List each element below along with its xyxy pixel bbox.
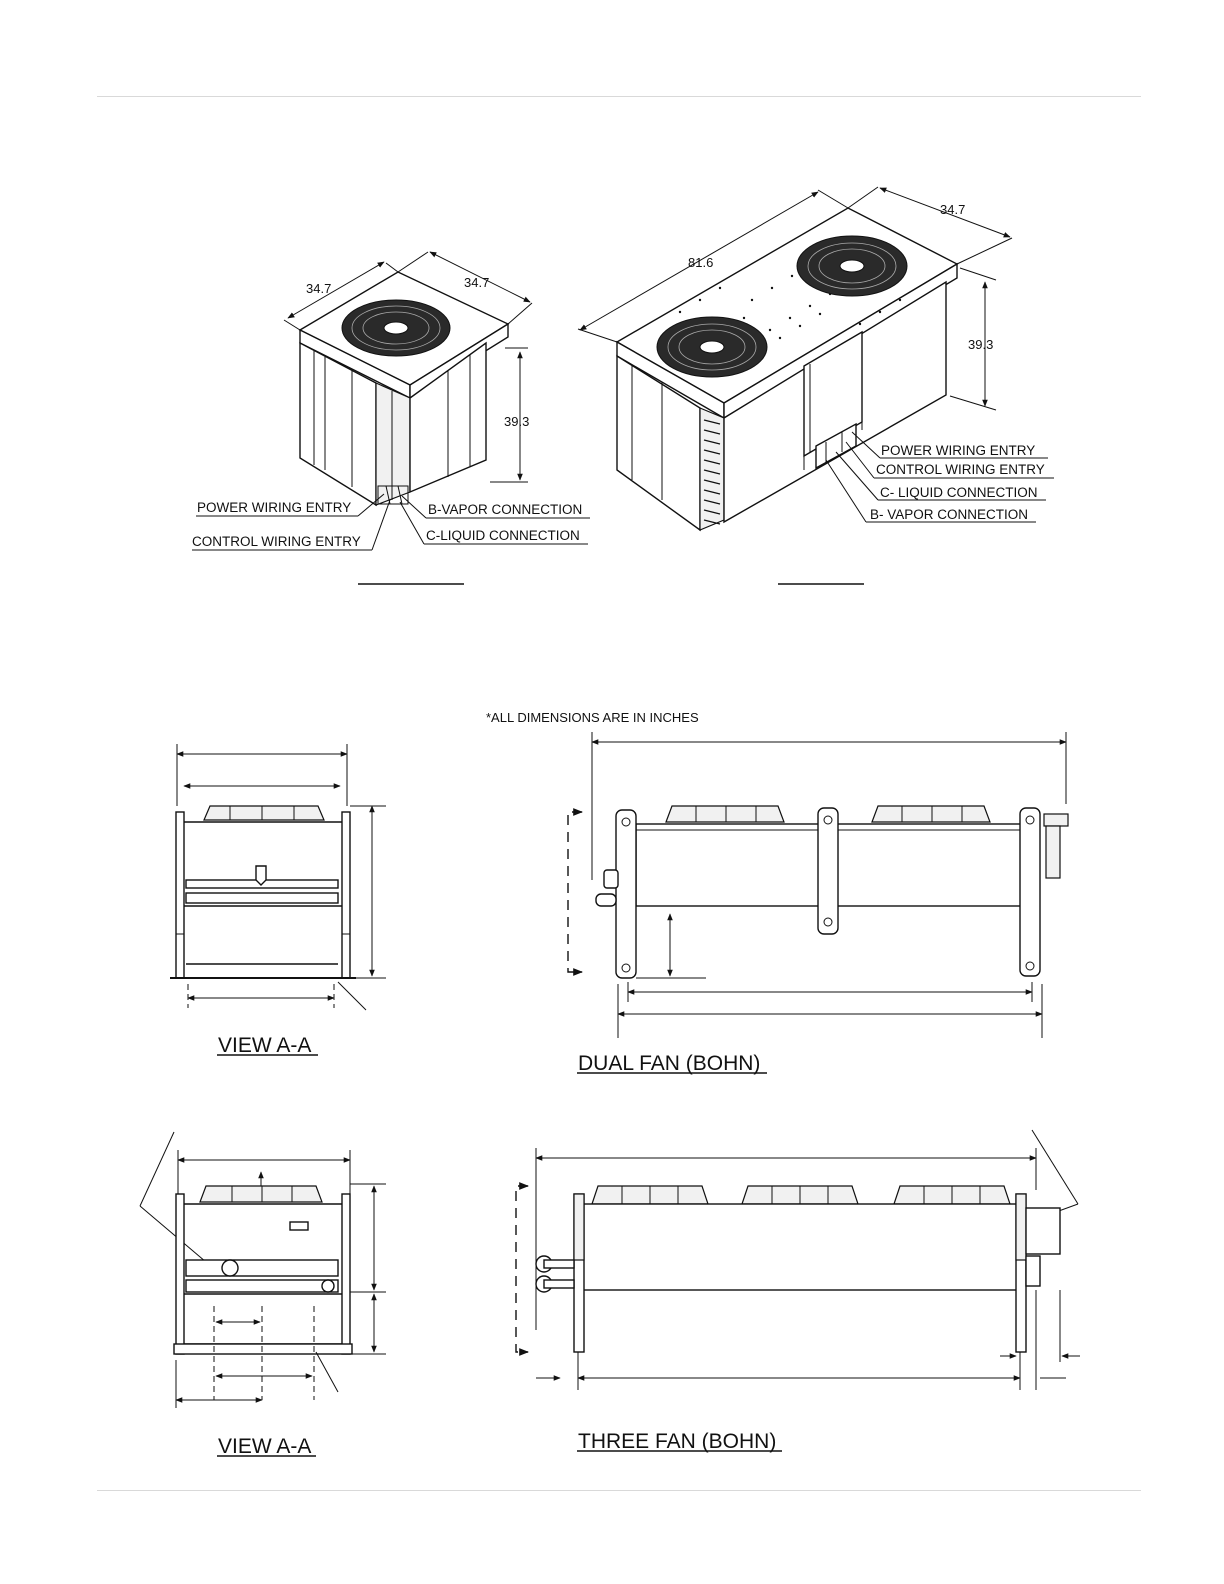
caption-dual-fan-bohn: DUAL FAN (BOHN) — [578, 1052, 761, 1075]
fan-grille-icon — [342, 300, 450, 356]
dim-height: 39.3 — [504, 414, 530, 429]
caption-view-a-a-dual: VIEW A-A — [218, 1034, 312, 1057]
label-power-wiring-entry: POWER WIRING ENTRY — [881, 443, 1036, 458]
caption-three-fan-bohn: THREE FAN (BOHN) — [578, 1430, 777, 1453]
label-c-liquid-connection: C-LIQUID CONNECTION — [426, 528, 580, 543]
dim-length: 81.6 — [688, 255, 714, 270]
fan-grille-icon — [657, 317, 767, 377]
label-b-vapor-connection: B- VAPOR CONNECTION — [870, 507, 1029, 522]
label-b-vapor-connection: B-VAPOR CONNECTION — [428, 502, 583, 517]
label-control-wiring-entry: CONTROL WIRING ENTRY — [876, 462, 1045, 477]
dual-fan-unit-isometric — [578, 187, 1054, 584]
fan-grille-icon — [797, 236, 907, 296]
dim-width-left: 34.7 — [306, 281, 332, 296]
label-control-wiring-entry: CONTROL WIRING ENTRY — [192, 534, 361, 549]
label-c-liquid-connection: C- LIQUID CONNECTION — [880, 485, 1038, 500]
dual-fan-bohn-side-view — [568, 732, 1068, 1073]
three-fan-bohn-side-view — [516, 1130, 1080, 1451]
caption-view-a-a-three: VIEW A-A — [218, 1435, 312, 1458]
view-a-a-three-end-view — [140, 1132, 386, 1456]
view-a-a-dual-end-view — [170, 744, 386, 1055]
dim-width: 34.7 — [940, 202, 966, 217]
dim-height: 39.3 — [968, 337, 994, 352]
dim-width-right: 34.7 — [464, 275, 490, 290]
dimensions-note: *ALL DIMENSIONS ARE IN INCHES — [486, 710, 699, 725]
label-power-wiring-entry: POWER WIRING ENTRY — [197, 500, 352, 515]
